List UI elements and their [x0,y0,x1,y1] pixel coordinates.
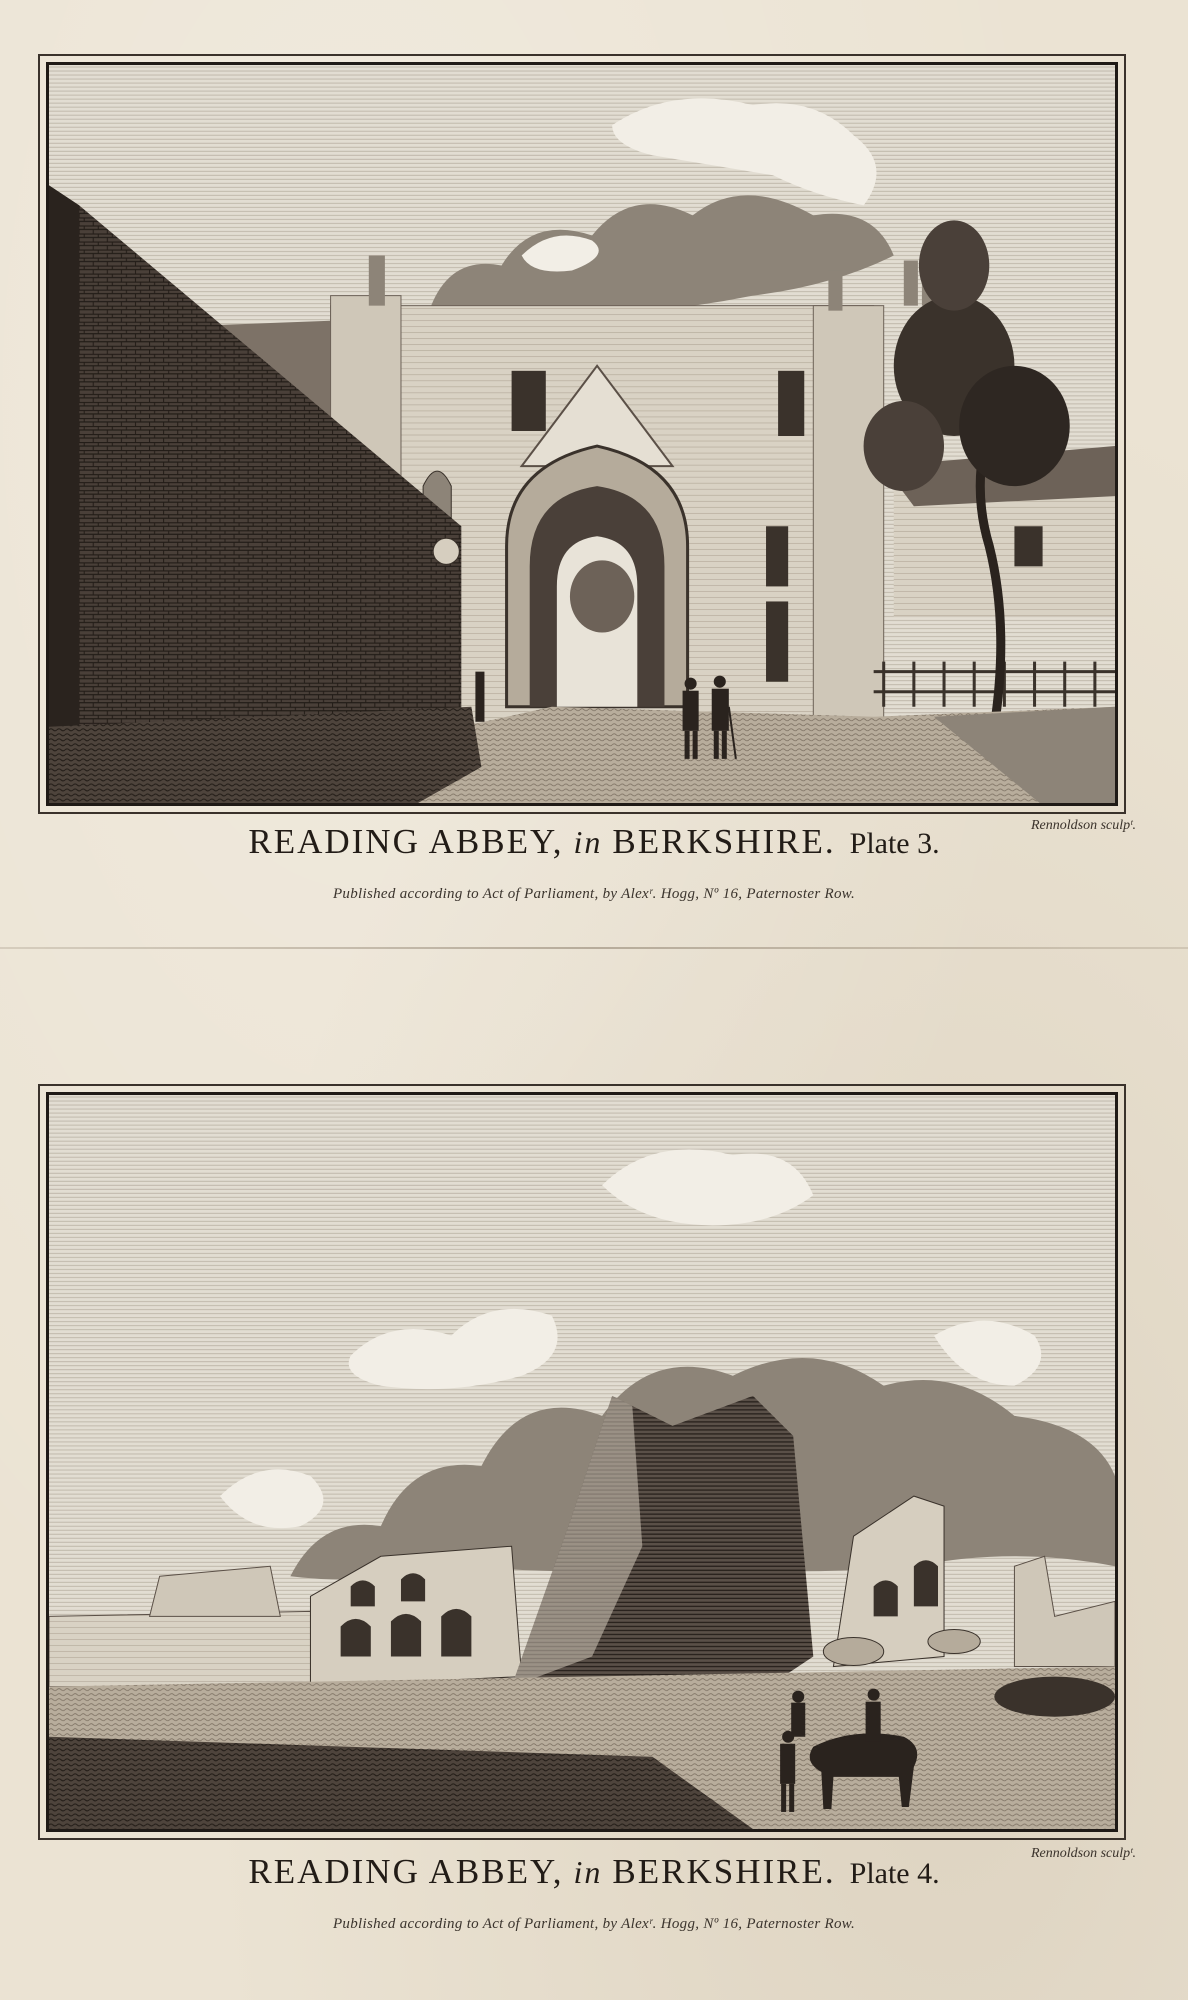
plate-3-title-lead: READING ABBEY, [248,822,564,861]
plate-4-publisher-line: Published according to Act of Parliament, by Alexʳ. Hogg, Nº 16, Paternoster Row. [332,1916,856,1932]
plate-3-engraving [46,62,1118,806]
plate-4 [0,1080,1188,1940]
plate-4-frame [38,1084,1126,1840]
plate-4-engraving [46,1092,1118,1832]
plate-3-number: Plate 3. [849,827,940,860]
plate-3-engraver-credit: Rennoldson sculpᵗ. [1030,818,1136,833]
plate-4-title-place: BERKSHIRE. [612,1852,836,1891]
plate-3-title-in: in [573,824,603,860]
gateway-engraving-image [49,65,1115,803]
plate-3-frame [38,54,1126,814]
ruins-engraving-image [49,1095,1115,1829]
plate-3 [0,50,1188,910]
plate-3-title [0,822,1188,862]
page-fold-line [0,947,1188,949]
plate-4-title-in: in [573,1854,603,1890]
plate-4-title [0,1852,1188,1892]
plate-4-number: Plate 4. [849,1857,940,1890]
plate-4-engraver-credit: Rennoldson sculpᵗ. [1030,1846,1136,1861]
plate-4-title-lead: READING ABBEY, [248,1852,564,1891]
plate-3-publisher-line: Published according to Act of Parliament, by Alexʳ. Hogg, Nº 16, Paternoster Row. [332,886,856,902]
plate-3-title-place: BERKSHIRE. [612,822,836,861]
